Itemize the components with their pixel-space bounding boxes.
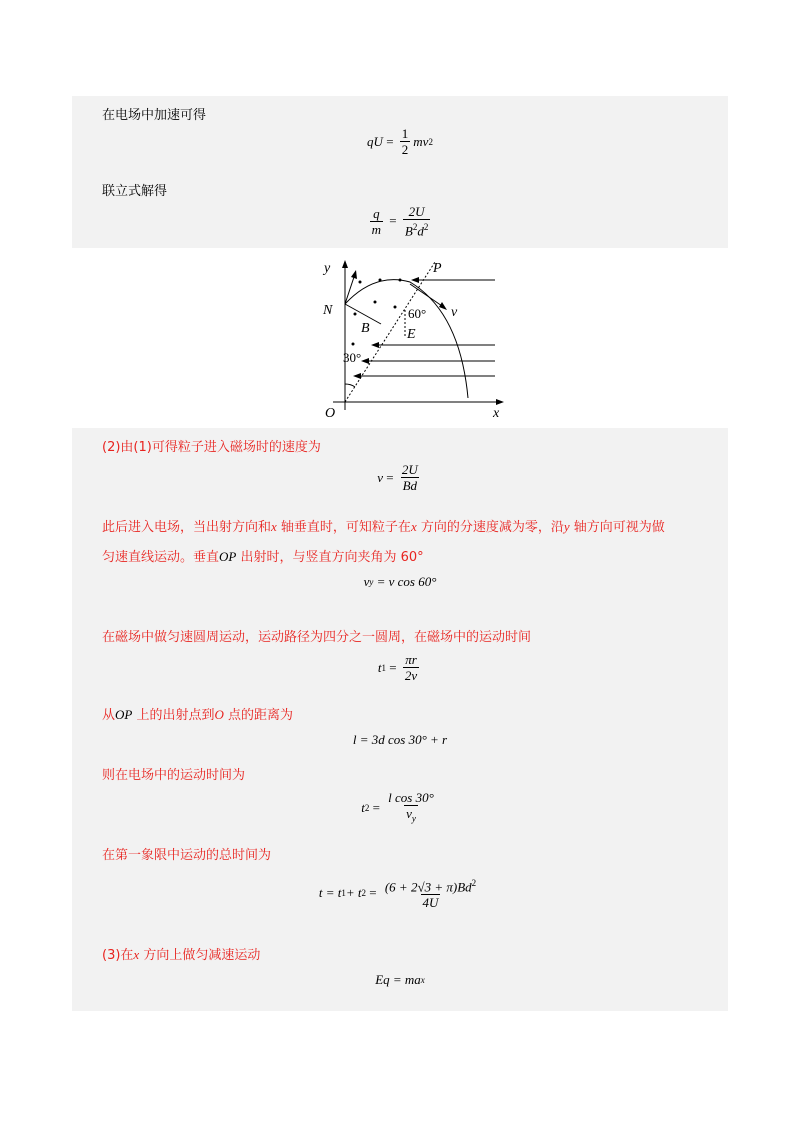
angle-arc-30 [345,384,355,387]
label-x: x [493,406,500,421]
equation-t1: t 1 = $\frac{\pi r}{2v}$ [377,652,418,683]
label-e: E [407,327,416,342]
equation-distance: l = 3d cos 30° + r [352,732,448,747]
solution-block-1 [72,96,728,248]
text-field-time: 则在电场中的运动时间为 [102,768,246,783]
line-op [345,262,435,402]
text-combine-solve: 联立式解得 [102,184,168,199]
equation-total-time: t = t 1 + t 2 = $\frac{(6 + 2√3 + \pi)Bd^2}{4U}$ [318,878,477,911]
label-p: P [433,261,442,276]
velocity-arrow-exit [410,284,445,308]
equation-force: Eq = ma x [375,972,425,987]
text-accelerate-in-field: 在电场中加速可得 [102,108,207,123]
label-60: 60° [408,306,427,321]
label-v: v [451,305,458,320]
equation-vy: v y = v cos 60° [363,574,437,589]
y-axis-arrow [342,260,348,268]
equation-energy: qU = $\frac{1}{2}$ mv 2 [367,126,433,157]
label-b: B [361,321,370,336]
solution-block-2 [72,428,728,1011]
text-part2-intro: (2)由(1)可得粒子进入磁场时的速度为 [102,440,321,455]
label-y: y [324,261,331,276]
label-n: N [323,303,333,318]
equation-velocity: v = $\frac{2U}{Bd}$ [377,462,418,493]
text-total-time: 在第一象限中运动的总时间为 [102,848,272,863]
physics-diagram [305,252,515,424]
x-axis-arrow [496,399,504,405]
equation-charge-mass-ratio: $\frac{q}{m}$ = $\frac{2U}{B^2d^2}$ [371,204,429,239]
equation-t2: t 2 = $\frac{\text{l cos 30°}}{v_y}$ [72,790,728,827]
label-30: 30° [343,350,362,365]
text-enter-field: 此后进入电场，当出射方向和x 轴垂直时，可知粒子在x 方向的分速度减为零，沿y 轴方向可视为做 [102,519,665,535]
text-exit-distance: 从OP 上的出射点到O 点的距离为 [102,707,294,723]
text-circular-motion: 在磁场中做匀速圆周运动，运动路径为四分之一圆周，在磁场中的运动时间 [102,630,532,645]
text-part3: (3)在x 方向上做匀减速运动 [102,947,261,963]
label-o: O [325,406,336,421]
text-uniform-motion: 匀速直线运动。垂直OP 出射时，与竖直方向夹角为 60° [102,549,424,565]
